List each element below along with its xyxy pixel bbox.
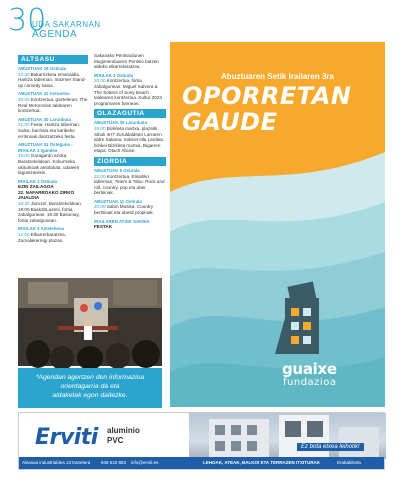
event-time: 21:00 [18,122,30,128]
event-date: ABUZTUAK 9 Ostirala [94,167,140,173]
event-item [94,53,166,70]
event-time: 12:00 [18,232,30,238]
circus-photo-illustration [18,278,162,366]
section-ziordia: ZIORDIA [94,157,166,166]
page-number: 30 [8,3,47,38]
page-header [8,3,168,42]
event-text: Bizikleta martxa, plazatik. Sibuli 4H7 Zuruldaldean Larraren aldre Sakana. Sokiret ella Lardatu bizikei Bizikleta martxa. Bigarren etapa: Otach Abuse. [94,125,164,154]
event-item [18,117,88,139]
note-line-2: orientagarria da eta [60,383,120,390]
event-text: Garagardo azoka. Baratzekoldean. Kokurrreka ukiturkoak antolatuta, udaleen laguntzarekin. [18,153,80,176]
event-time: 20:00 [18,96,30,102]
event-item [94,120,166,154]
event-time: 20:00 [94,204,106,210]
guaixe-brand-sub: fundazioa [283,377,337,388]
building-illustration [189,413,386,459]
erviti-logo [23,421,143,453]
event-date: ABUZTUAK 25 Larunbata [94,120,147,126]
event-date: ABUZTUAK 31 Osteguna - IRAILAK 1 Igandea [18,142,73,153]
header-section-title: UDA SAKARNAN [32,20,101,29]
guaixe-advertisement [170,42,385,407]
section-olazagutia: OLAZAGUTIA [94,109,166,118]
event-date: IRAILAREN ATXIK SAKRIA [94,218,150,224]
header-agenda-title: AGENDA [32,29,78,40]
event-item [18,142,88,176]
event-item [94,168,166,196]
note-line-3: aldaketak egon daitezke. [52,392,128,399]
event-date: ABUZTUAK 30 Larunbata [18,116,71,122]
event-date: IRAILAK 1 Ostirala [18,178,58,184]
erviti-services: LEHOAK, ATEAK, BALKOI ETA TERRAZEN ITXITURAK [203,460,320,465]
event-item [94,73,166,107]
event-text: Sabin Musika. Country bertsioak eta abesti propioak. [94,204,155,216]
event-date: IRAILAK 4 Ostirala [94,72,134,78]
section-altsasu: ALTSASU [18,55,88,64]
note-line-1: *Agendan agertzen den informazioa [35,374,145,381]
event-text: Festa. Haritza tabernan. Salsa, bachata eta karibeko erritmoak dantzatzeko festa. [18,122,81,139]
erviti-sub-pvc: PVC [107,436,124,445]
event-item [18,226,88,243]
erviti-tagline: Erabakiketa Itxeiteratzen [337,460,362,477]
event-item [18,179,88,224]
event-time: 18:30 [18,201,30,207]
event-text: Bakarrizketa emanaldia. Haritza tabernan. Inazmer Stand-up comedy saioa. [18,71,86,88]
event-time: 18:00 [94,125,106,131]
erviti-advertisement [18,412,385,477]
ad-subtitle: Abuztuaren Setik Irailaren 3ra [221,72,334,81]
event-time: 22:00 [94,173,106,179]
guaixe-brand: guaixe [282,360,337,378]
erviti-phone: 948 510 853 [101,460,127,465]
erviti-brand: Erviti [35,425,98,450]
event-text: Elkarrerbaratzea, Zumalakarregi plazan. [18,232,67,243]
erviti-bottom-bar [19,457,384,477]
event-text: Kontzertua, Elisabko tabernan. Totem & Tabu: Rock and roll, country, pop eta aber bertsinak. [94,173,165,196]
erviti-slogan: Ez bota etxea leihotik! [297,443,364,451]
agenda-mid-column [94,53,166,233]
ad-headline-2: GAUDE [182,108,278,136]
event-date: IRAILAK 3 Astelehena [18,226,64,232]
event-item [18,91,88,113]
event-title: FESTAK [94,224,113,230]
event-text: Jazuzol, Baratzekoldean. 19:00 Bask2bLazeni, fortia zabalgunean. 19:30 Basumay, fortia zabalgunean. [18,201,83,223]
erviti-email: info@erviti.es [131,460,159,465]
event-date: ABUZTUAK 18 Ostirala [18,66,67,71]
agenda-left-column [18,55,88,246]
ad-headline-1: OPORRETAN [182,82,352,110]
erviti-sub-aluminio: aluminio [107,426,140,435]
event-item [94,219,166,230]
event-time: 19:00 [18,153,30,159]
event-time: 20:00 [94,78,106,84]
event-text: Kontzertua, fortia zabalgunean. Miguel Salvera & The Sotters of Sony Beach taldearen kontzertua. Kultur 2023 programaren barnean. [94,78,162,106]
erviti-building-photo [189,413,386,459]
event-text: Kontzertua, gazteleran. The Real McKenzies taldearen kontzertua. [18,96,88,114]
event-title: EZIN ZAILAGOA 22. NAFARROAKO ZIRKO JAIALDIA [18,184,75,201]
event-item [94,199,166,216]
event-date: ABUZTUAK 11 Ostirala [94,198,142,204]
event-date: ABUZTUAK 22 Asteartea [18,91,70,97]
disclaimer-note [18,368,162,408]
guaixe-logo-icon [265,278,335,358]
event-time: 22:30 [18,71,30,77]
event-item [18,66,88,88]
event-photo [18,278,162,366]
event-text: Sakanako Pentsiodunen Mugimenduaren Pentsio batzen aldeko elkarretaratzea. [94,53,159,70]
erviti-address: Alsasua industrialdea 13 tranetera [22,460,91,465]
